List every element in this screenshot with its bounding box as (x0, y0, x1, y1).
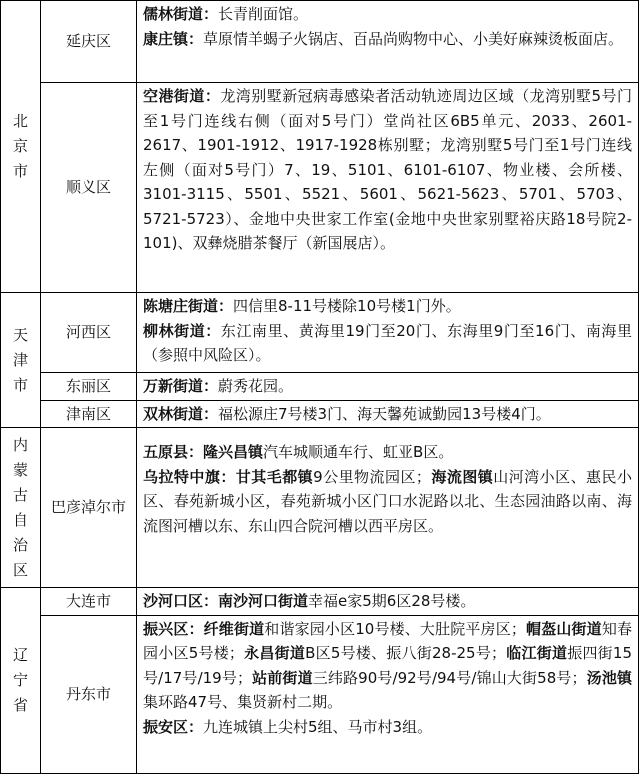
area-text: 9公里物流园区； (313, 467, 431, 486)
county-name: 五原县： (143, 443, 204, 461)
area-list-shunyi (137, 83, 639, 293)
street-name: 陈塘庄街道： (143, 297, 234, 315)
area-text: 龙湾别墅新冠病毒感染者活动轨迹周边区域（龙湾别墅5号门至1号门连线右侧（面对5号门）堂尚社区6B5单元、2033、2601-2617、1901-1912、1917-1928栋别墅；龙湾别墅5号门至1号门连线左侧（面对5号门）7、19、5101、6101-6107、物业楼、会所楼、3101-3115、5501、5521、5601、5621-5623、5701、5703、5721-5723）、金地中央世家工作室(金地中央世家别墅裕庆路18号院2-101)、双彝烧腊茶餐厅（新国展店）。 (143, 87, 632, 252)
area-list-yanqing (137, 1, 639, 83)
area-text: 草原情羊蝎子火锅店、百品尚购物中心、小美好麻辣烫板面店。 (203, 29, 624, 48)
district-name: 沙河口区： (143, 592, 219, 610)
town-name: 汤池镇 (586, 668, 632, 687)
street-name: 万新街道： (143, 377, 219, 395)
area-entry (143, 374, 632, 399)
city-cell-yanqing (41, 1, 137, 83)
province-name: 北京市 (12, 112, 28, 180)
city-cell-dandong (41, 615, 137, 773)
city-name: 大连市 (65, 592, 111, 610)
area-list-jinnan (137, 400, 639, 428)
street-name: 柳林街道： (143, 321, 221, 340)
town-name: 甘其毛都镇 (235, 467, 314, 486)
province-name: 天津市 (12, 325, 28, 394)
area-text: 四信里8-11号楼除10号楼1门外。 (233, 297, 461, 315)
province-cell-beijing (1, 1, 41, 293)
area-entry (143, 27, 632, 52)
city-name: 顺义区 (65, 178, 111, 197)
area-text: 和谐家园小区10号楼、大肚院平房区； (264, 619, 526, 638)
town-name: 隆兴昌镇 (203, 443, 264, 461)
area-text: 东江南里、黄海里19门至20门、东海里9门至16门、南海里（参照中风险区）。 (143, 321, 632, 364)
street-name: 康庄镇： (143, 29, 204, 48)
area-list-bayannaoer (137, 428, 639, 588)
province-cell-neimenggu (1, 428, 41, 588)
street-name: 双林街道： (143, 404, 219, 423)
area-entry (143, 465, 632, 539)
city-name: 丹东市 (65, 684, 111, 703)
area-text: 山河湾小区、惠民小区、春苑新城小区，春苑新城小区门口水泥路以北、生态园油路以南、海流图河槽以东、东山四合院河槽以西平房区。 (143, 467, 632, 535)
area-entry (143, 319, 632, 368)
area-entry (143, 84, 632, 256)
area-text: 幸福e家5期6区28号楼。 (308, 592, 476, 610)
city-name: 东丽区 (65, 377, 111, 395)
area-entry (143, 589, 632, 614)
area-text: 蔚秀花园。 (218, 377, 294, 395)
area-entry (143, 2, 632, 27)
area-entry (143, 294, 632, 319)
province-cell-tianjin (1, 293, 41, 428)
area-entry (143, 402, 632, 427)
province-cell-liaoning (1, 588, 41, 774)
city-cell-shunyi (41, 83, 137, 293)
area-text: 知春园小区5号楼； (143, 619, 632, 662)
street-name: 临江街道 (506, 644, 568, 662)
city-name: 河西区 (65, 323, 111, 342)
street-name: 永昌街道 (243, 644, 306, 662)
district-name: 振安区： (143, 717, 204, 736)
area-text: 九连城镇上尖村5组、马市村3组。 (203, 717, 433, 736)
street-name: 帽盔山街道 (525, 619, 602, 638)
area-list-hexi (137, 293, 639, 373)
area-text: 福松源庄7号楼3门、海天馨苑诚勤园13号楼4门。 (218, 404, 551, 423)
area-text: 长青削面馆。 (218, 5, 309, 23)
city-cell-jinnan (41, 400, 137, 428)
city-name: 津南区 (65, 404, 111, 423)
area-list-dongli (137, 373, 639, 401)
area-entry (143, 617, 632, 715)
street-name: 纤维街道 (203, 619, 265, 638)
area-text: 三纬路90号/92号/94号/锦山大街58号； (312, 668, 587, 687)
city-cell-bayannaoer (41, 428, 137, 588)
city-cell-dongli (41, 373, 137, 401)
street-name: 空港街道： (143, 87, 221, 105)
province-name: 辽宁省 (12, 645, 28, 714)
area-text: 振四街15号/17号/19号； (143, 644, 632, 687)
county-name: 乌拉特中旗： (143, 467, 236, 486)
street-name: 南沙河口街道 (218, 592, 309, 610)
city-cell-dalian (41, 588, 137, 616)
city-name: 延庆区 (65, 32, 111, 51)
area-list-dandong (137, 615, 639, 773)
area-entry (143, 715, 632, 740)
area-text: 汽车城顺通车行、虹亚B区。 (263, 443, 454, 461)
area-list-dalian (137, 588, 639, 616)
street-name: 儒林街道： (143, 5, 219, 23)
street-name: 站前街道 (252, 668, 313, 687)
area-text: B区5号楼、振八街28-25号； (305, 644, 507, 662)
area-text: 集环路47号、集贤新村二期。 (143, 693, 343, 711)
town-name: 海流图镇 (430, 467, 494, 486)
district-name: 振兴区： (143, 619, 204, 638)
city-cell-hexi (41, 293, 137, 373)
province-name: 内蒙古自治区 (12, 435, 28, 579)
area-entry (143, 440, 632, 465)
city-name: 巴彦淖尔市 (50, 498, 126, 517)
